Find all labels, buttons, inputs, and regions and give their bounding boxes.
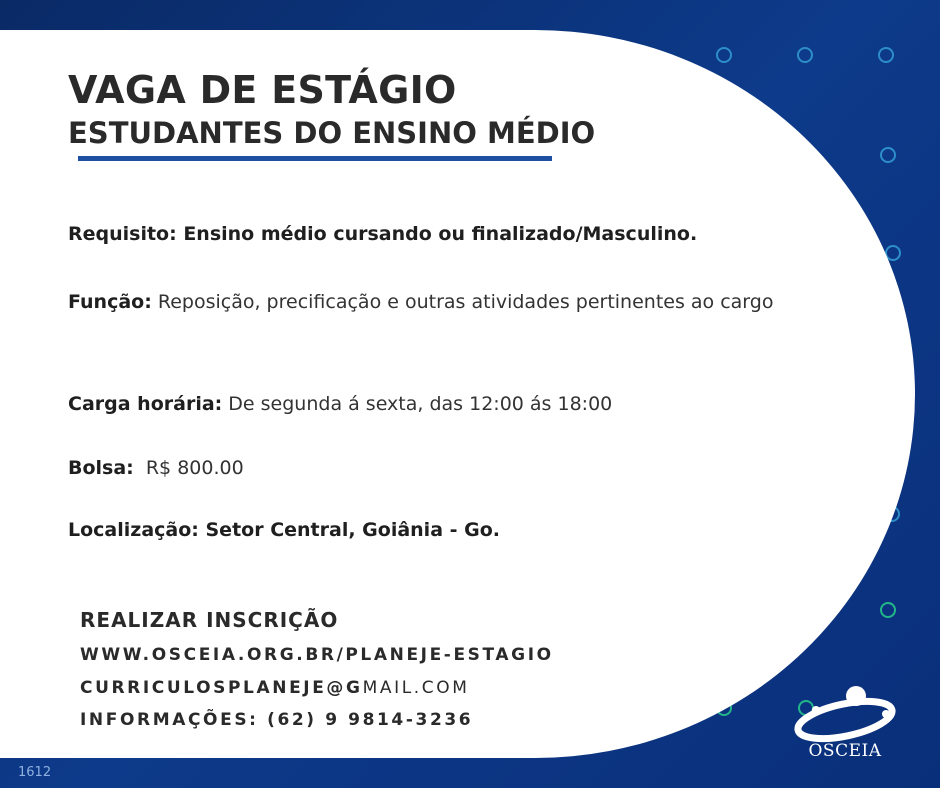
registration-url[interactable]: WWW.OSCEIA.ORG.BR/PLANEJE-ESTAGIO: [80, 645, 554, 665]
contact-email[interactable]: [80, 678, 469, 698]
contact-phone: INFORMAÇÕES: (62) 9 9814-3236: [80, 710, 474, 730]
ring-decoration: [880, 147, 896, 163]
ring-decoration: [716, 47, 732, 63]
carga-value: De segunda á sexta, das 12:00 ás 18:00: [222, 393, 613, 415]
requisito-text: Requisito: Ensino médio cursando ou finalizado/Masculino.: [68, 223, 698, 245]
carga-text: [68, 388, 828, 420]
email-part-bold: CURRICULOSPLANEJE@G: [80, 678, 363, 698]
localizacao-text: Localização: Setor Central, Goiânia - Go.: [68, 519, 500, 541]
page-subtitle: ESTUDANTES DO ENSINO MÉDIO: [68, 116, 596, 150]
bolsa-value: R$ 800.00: [133, 457, 244, 479]
image-code: 1612: [18, 765, 52, 780]
carga-label: Carga horária:: [68, 393, 223, 415]
logo-wordmark: OSCEIA: [808, 741, 882, 761]
funcao-value: Reposição, precificação e outras atividades pertinentes ao cargo: [151, 291, 774, 313]
page-title: VAGA DE ESTÁGIO: [68, 68, 457, 112]
bolsa-text: [68, 452, 828, 484]
email-part-light: MAIL.COM: [362, 678, 470, 698]
ring-decoration: [880, 602, 896, 618]
funcao-text: [68, 286, 828, 318]
ring-decoration: [797, 47, 813, 63]
ring-decoration: [878, 47, 894, 63]
title-underline: [78, 156, 552, 161]
funcao-label: Função:: [68, 291, 152, 313]
registration-heading: REALIZAR INSCRIÇÃO: [80, 608, 339, 632]
bolsa-label: Bolsa:: [68, 457, 134, 479]
